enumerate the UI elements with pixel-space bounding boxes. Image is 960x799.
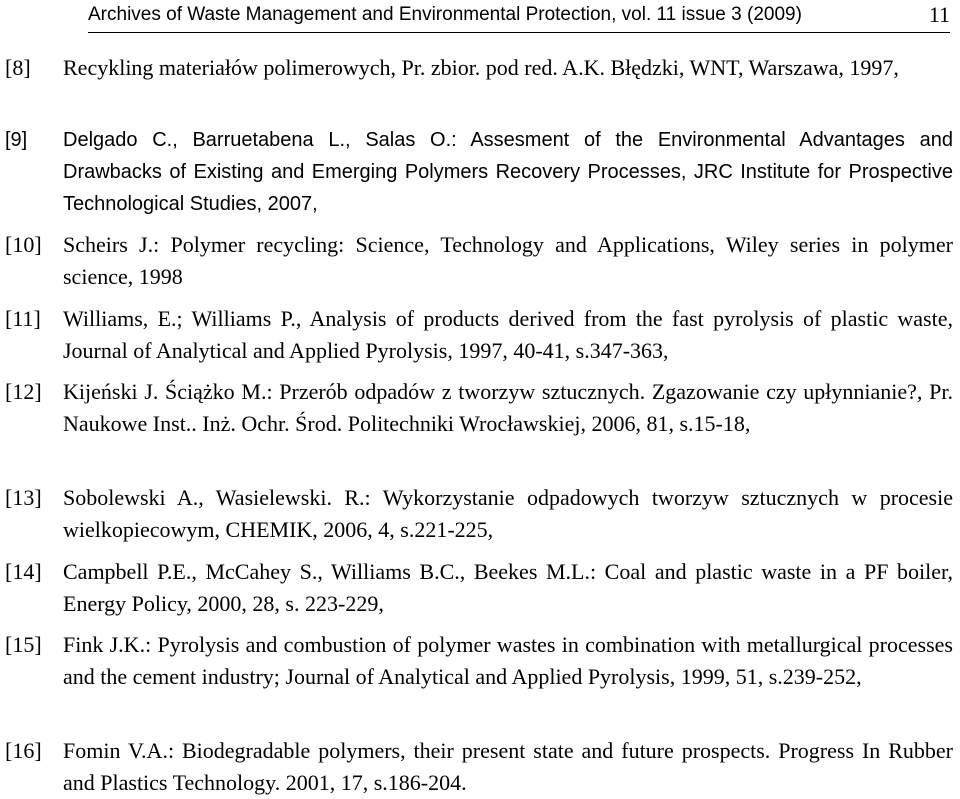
- reference-number: [9]: [5, 129, 28, 151]
- reference-text: Sobolewski A., Wasielewski. R.: Wykorzystanie odpadowych tworzyw sztucznych w procesie wielkopiecowym, CHEMIK, 2006, 4, s.221-225,: [63, 485, 953, 542]
- reference-text: Fomin V.A.: Biodegradable polymers, their present state and future prospects. Progress In Rubber and Plastics Technology. 2001, 17, s.186-204.: [63, 738, 953, 795]
- reference-number: [15]: [5, 632, 42, 657]
- reference-text: Williams, E.; Williams P., Analysis of products derived from the fast pyrolysis of plastic waste, Journal of Analytical and Applied Pyrolysis, 1997, 40-41, s.347-363,: [63, 306, 953, 363]
- journal-title: Archives of Waste Management and Environmental Protection, vol. 11 issue 3 (2009): [88, 4, 802, 25]
- reference-text: Kijeński J. Ściążko M.: Przerób odpadów z tworzyw sztucznych. Zgazowanie czy upłynnianie?, Pr. Naukowe Inst.. Inż. Ochr. Środ. Politechniki Wrocławskiej, 2006, 81, s.15-18,: [63, 379, 953, 436]
- reference-text: Campbell P.E., McCahey S., Williams B.C., Beekes M.L.: Coal and plastic waste in a PF boiler, Energy Policy, 2000, 28, s. 223-229,: [63, 559, 953, 616]
- reference-number: [13]: [5, 485, 42, 510]
- reference-text: Fink J.K.: Pyrolysis and combustion of polymer wastes in combination with metallurgical processes and the cement industry; Journal of Analytical and Applied Pyrolysis, 1999, 51, s.239-252,: [63, 632, 953, 689]
- reference-number: [14]: [5, 559, 42, 584]
- reference-number: [10]: [5, 232, 42, 257]
- reference-number: [12]: [5, 379, 42, 404]
- reference-number: [11]: [5, 306, 41, 331]
- page-number: 11: [928, 2, 950, 27]
- reference-text: Scheirs J.: Polymer recycling: Science, Technology and Applications, Wiley series in polymer science, 1998: [63, 232, 953, 289]
- reference-text: Delgado C., Barruetabena L., Salas O.: Assesment of the Environmental Advantages and Drawbacks of Existing and Emerging Polymers Recovery Processes, JRC Institute for Prospective Technological Studies, 2007,: [63, 129, 953, 215]
- reference-number: [16]: [5, 738, 42, 763]
- reference-text: Recykling materiałów polimerowych, Pr. zbior. pod red. A.K. Błędzki, WNT, Warszawa, 1997,: [63, 55, 899, 80]
- reference-number: [8]: [5, 55, 31, 80]
